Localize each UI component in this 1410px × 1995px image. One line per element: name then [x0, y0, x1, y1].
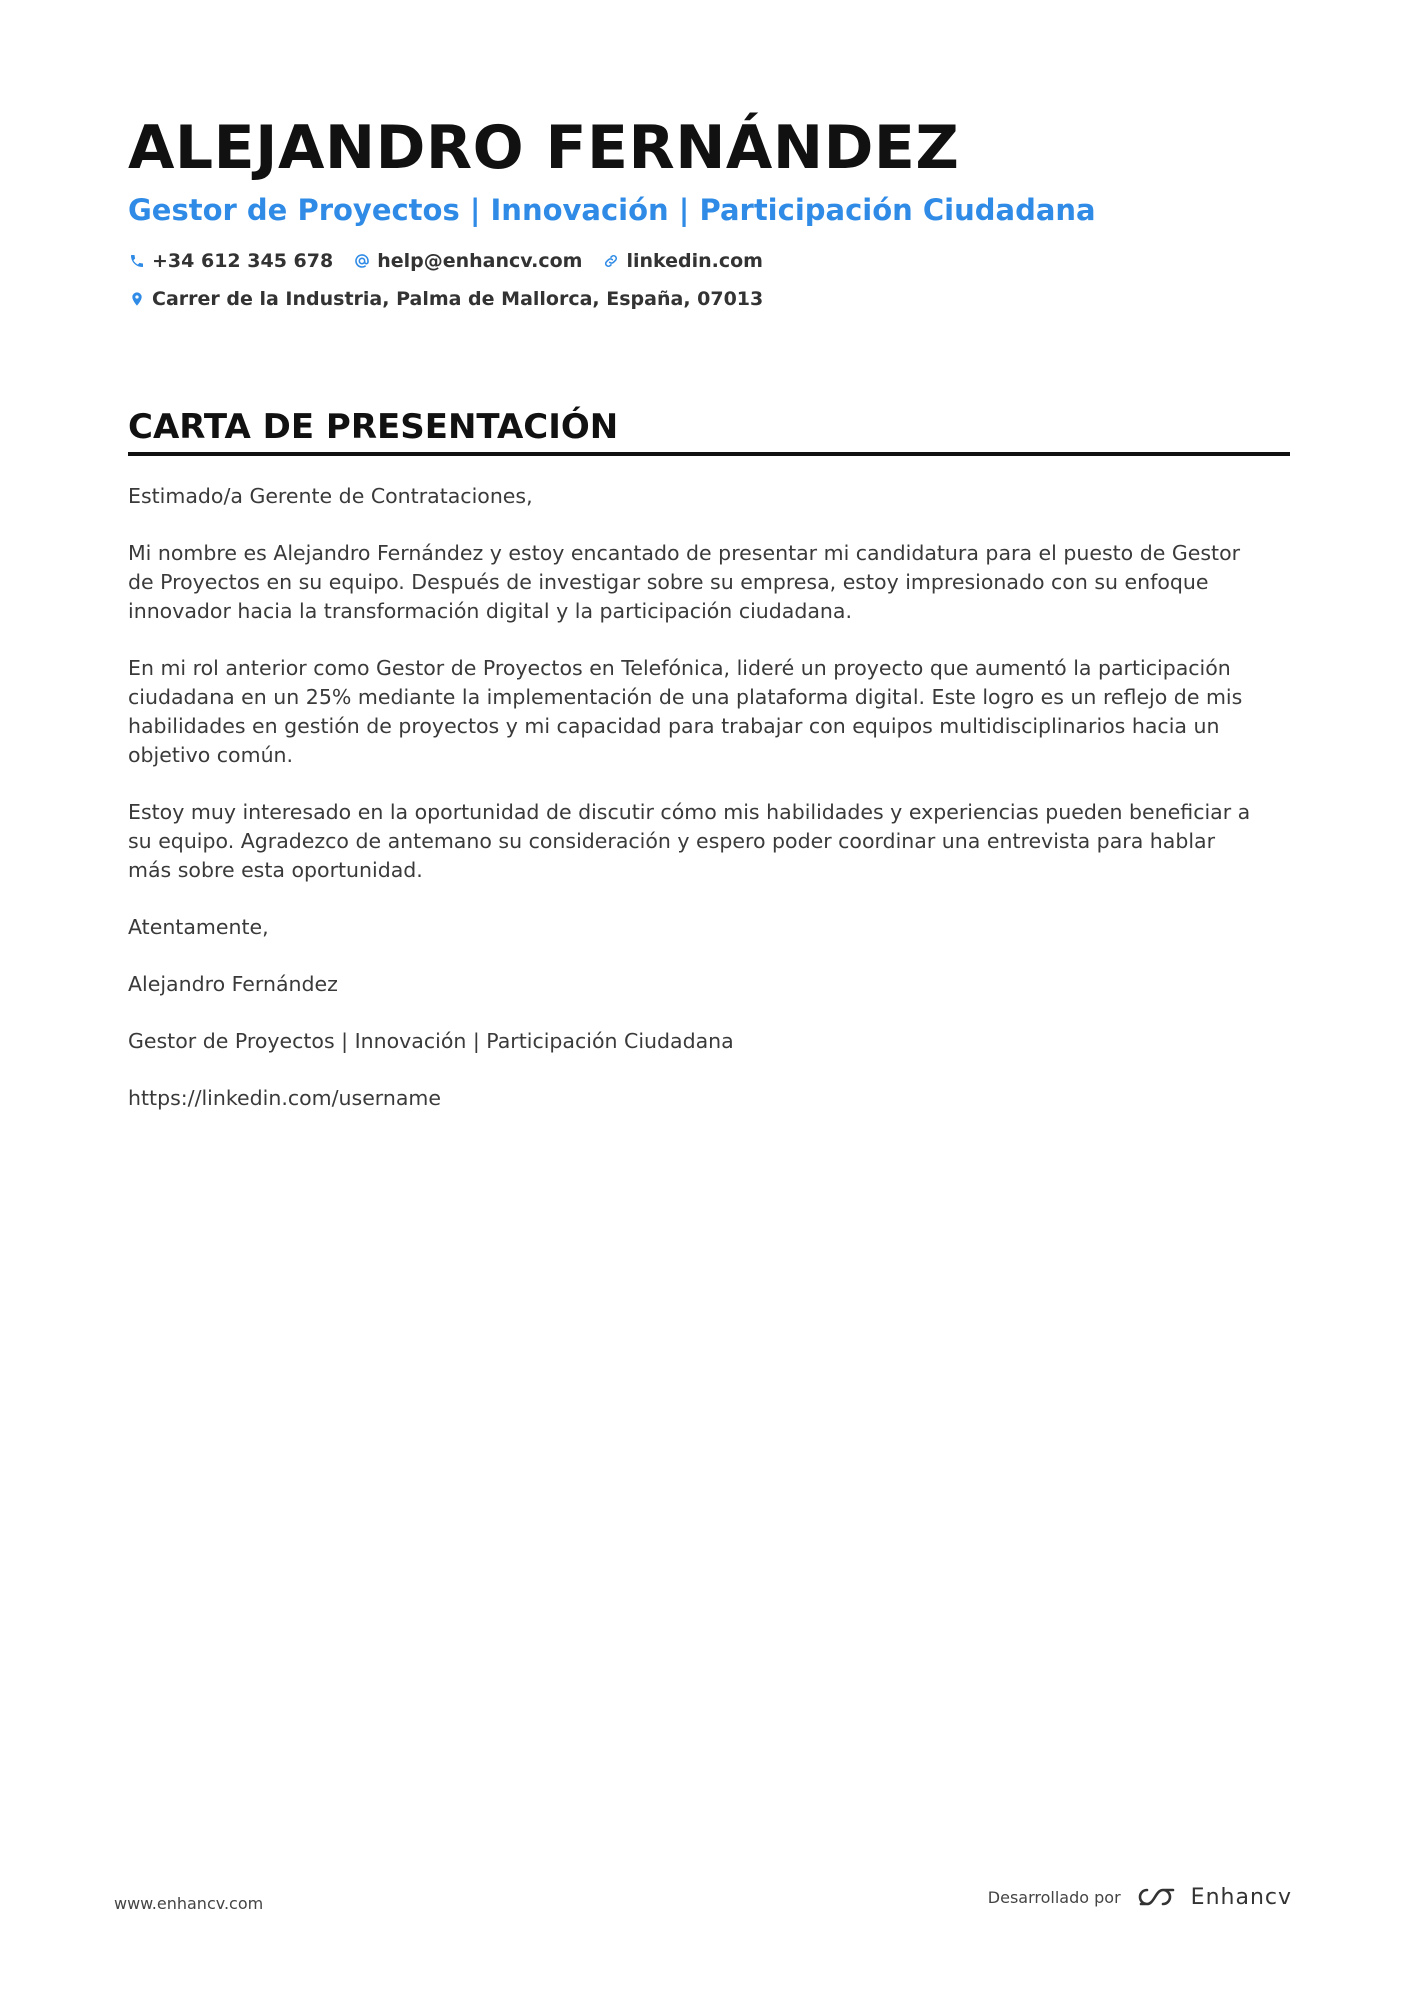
phone-icon [128, 252, 146, 270]
letter-greeting: Estimado/a Gerente de Contrataciones, [128, 484, 533, 508]
enhancv-logo-icon[interactable] [1133, 1884, 1191, 1910]
signature-title: Gestor de Proyectos | Innovación | Participación Ciudadana [128, 1029, 734, 1053]
section-title: CARTA DE PRESENTACIÓN [128, 404, 1290, 456]
footer-website[interactable]: www.enhancv.com [114, 1894, 264, 1913]
letter-paragraph-1: Mi nombre es Alejandro Fernández y estoy encantado de presentar mi candidatura para el puesto de Gestor de Proyectos en su equipo. Después de investigar sobre su empresa, estoy impresionado con su enfoque innovador hacia la transformación digital y la participación ciudadana. [128, 541, 1241, 623]
location-pin-icon [128, 290, 146, 308]
email-text: help@enhancv.com [377, 250, 583, 272]
powered-by-text: Desarrollado por [987, 1887, 1121, 1907]
contact-row-address [128, 286, 1288, 312]
contact-linkedin[interactable] [602, 248, 763, 274]
contact-email[interactable] [353, 248, 582, 274]
linkedin-text: linkedin.com [626, 250, 763, 272]
letter-paragraph-2: En mi rol anterior como Gestor de Proyectos en Telefónica, lideré un proyecto que aumentó la participación ciudadana en un 25% mediante la implementación de una plataforma digital. Este logro es un reflejo de mis habilidades en gestión de proyectos y mi capacidad para trabajar con equipos multidisciplinarios hacia un objetivo común. [128, 656, 1243, 767]
signature-name: Alejandro Fernández [128, 972, 338, 996]
cover-letter-section [128, 404, 1290, 1141]
brand-name: Enhancv [1190, 1884, 1292, 1910]
letter-body [128, 482, 1258, 1113]
contact-row-primary [128, 248, 1288, 274]
address-text: Carrer de la Industria, Palma de Mallorca, España, 07013 [152, 288, 764, 310]
signature-link[interactable]: https://linkedin.com/username [128, 1086, 442, 1110]
header [128, 112, 1288, 312]
at-icon [353, 252, 371, 270]
letter-closing: Atentamente, [128, 915, 269, 939]
link-icon [602, 252, 620, 270]
footer-branding [988, 1884, 1292, 1910]
phone-text: +34 612 345 678 [152, 250, 334, 272]
letter-paragraph-3: Estoy muy interesado en la oportunidad de discutir cómo mis habilidades y experiencias pueden beneficiar a su equipo. Agradezco de antemano su consideración y espero poder coordinar una entrevista para hablar más sobre esta oportunidad. [128, 800, 1251, 882]
contact-address [128, 286, 763, 312]
contact-phone[interactable] [128, 248, 333, 274]
candidate-title: Gestor de Proyectos | Innovación | Participación Ciudadana [128, 193, 1096, 227]
candidate-name: ALEJANDRO FERNÁNDEZ [128, 113, 960, 183]
